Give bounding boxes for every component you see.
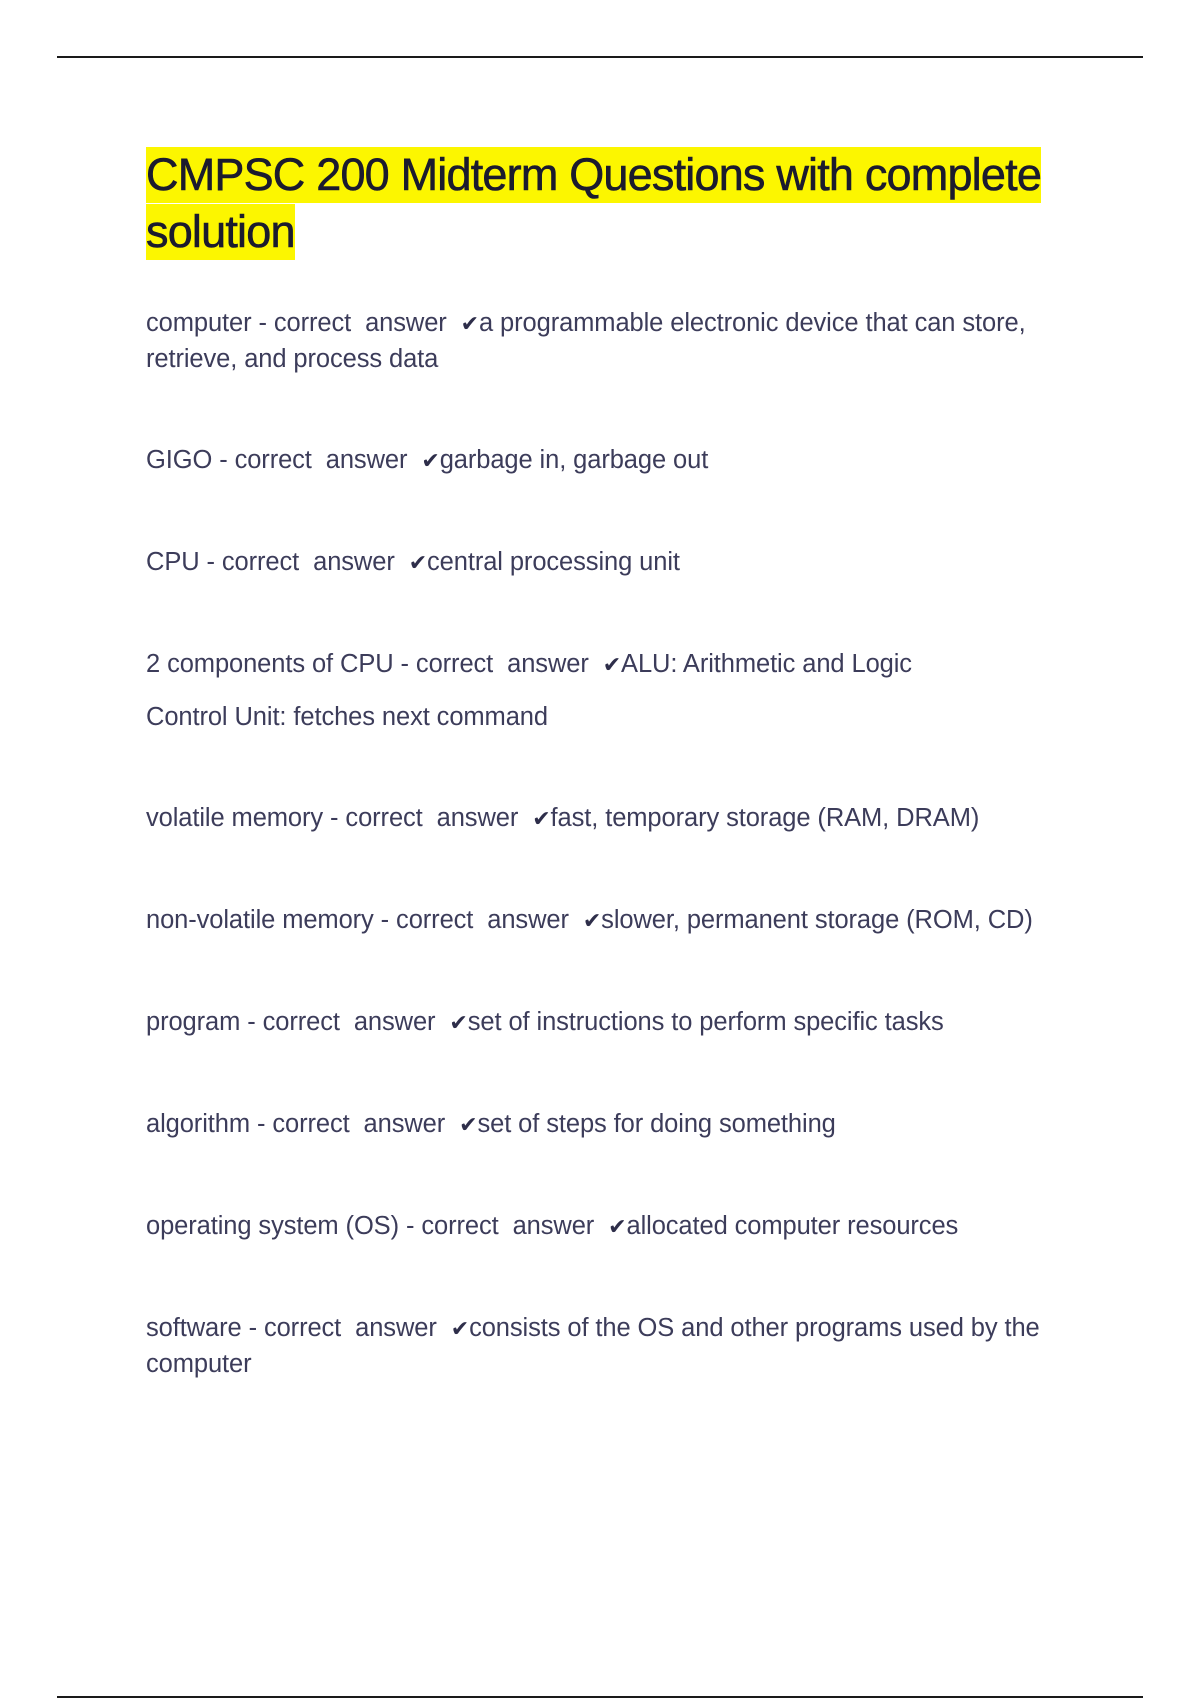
answer-prefix: - correct answer [323, 804, 533, 832]
document-title [146, 146, 1076, 260]
check-icon: ✔ [582, 909, 602, 934]
check-icon: ✔ [408, 551, 428, 576]
qa-item-non-volatile-memory [146, 903, 1076, 939]
answer-prefix: - correct answer [373, 906, 583, 934]
check-icon: ✔ [532, 807, 551, 832]
check-icon: ✔ [602, 653, 622, 678]
qa-term: computer [146, 309, 252, 337]
qa-term: software [146, 1314, 242, 1342]
check-icon: ✔ [421, 449, 440, 474]
answer-prefix: - correct answer [251, 309, 461, 337]
qa-answer: garbage in, garbage out [439, 446, 709, 474]
qa-term: algorithm [146, 1110, 250, 1138]
check-icon: ✔ [608, 1215, 627, 1240]
check-icon: ✔ [450, 1317, 470, 1342]
qa-answer: fast, temporary storage (RAM, DRAM) [550, 804, 980, 832]
qa-answer: a programmable electronic device that can store, retrieve, and process data [146, 309, 1026, 373]
qa-item-program [146, 1005, 1076, 1041]
bottom-rule [57, 1696, 1143, 1698]
qa-term: volatile memory [146, 804, 324, 832]
qa-item-algorithm [146, 1107, 1076, 1143]
qa-item-operating-system [146, 1209, 1076, 1245]
qa-answer: slower, permanent storage (ROM, CD) [601, 906, 1033, 934]
qa-item-gigo [146, 443, 1076, 479]
answer-prefix: - correct answer [241, 1314, 451, 1342]
answer-prefix: - correct answer [393, 650, 603, 678]
qa-item-computer [146, 306, 1076, 377]
qa-answer: set of steps for doing something [477, 1110, 836, 1138]
check-icon: ✔ [449, 1011, 468, 1036]
top-rule [57, 56, 1143, 58]
check-icon: ✔ [459, 1113, 478, 1138]
qa-item-volatile-memory [146, 801, 1076, 837]
qa-list [146, 306, 1076, 1382]
qa-item-software [146, 1311, 1076, 1382]
answer-prefix: - correct answer [399, 1212, 609, 1240]
qa-answer-line2: Control Unit: fetches next command [146, 703, 548, 731]
check-icon: ✔ [460, 312, 479, 337]
answer-prefix: - correct answer [199, 548, 409, 576]
qa-term: program [146, 1008, 241, 1036]
qa-answer: allocated computer resources [626, 1212, 959, 1240]
qa-answer: consists of the OS and other programs used by the computer [146, 1314, 1040, 1378]
qa-term: operating system (OS) [146, 1212, 399, 1240]
qa-term: non-volatile memory [146, 906, 374, 934]
qa-term: CPU [146, 548, 200, 576]
qa-answer: central processing unit [427, 548, 680, 576]
qa-item-cpu [146, 545, 1076, 581]
answer-prefix: - correct answer [240, 1008, 450, 1036]
qa-answer: set of instructions to perform specific tasks [467, 1008, 944, 1036]
qa-term: GIGO [146, 446, 213, 474]
document-body [146, 146, 1076, 1448]
title-highlight: CMPSC 200 Midterm Questions with complete solution [146, 147, 1041, 260]
qa-answer: ALU: Arithmetic and Logic [621, 650, 912, 678]
answer-prefix: - correct answer [212, 446, 422, 474]
answer-prefix: - correct answer [249, 1110, 460, 1138]
qa-term: 2 components of CPU [146, 650, 394, 678]
qa-item-cpu-components [146, 647, 1076, 735]
